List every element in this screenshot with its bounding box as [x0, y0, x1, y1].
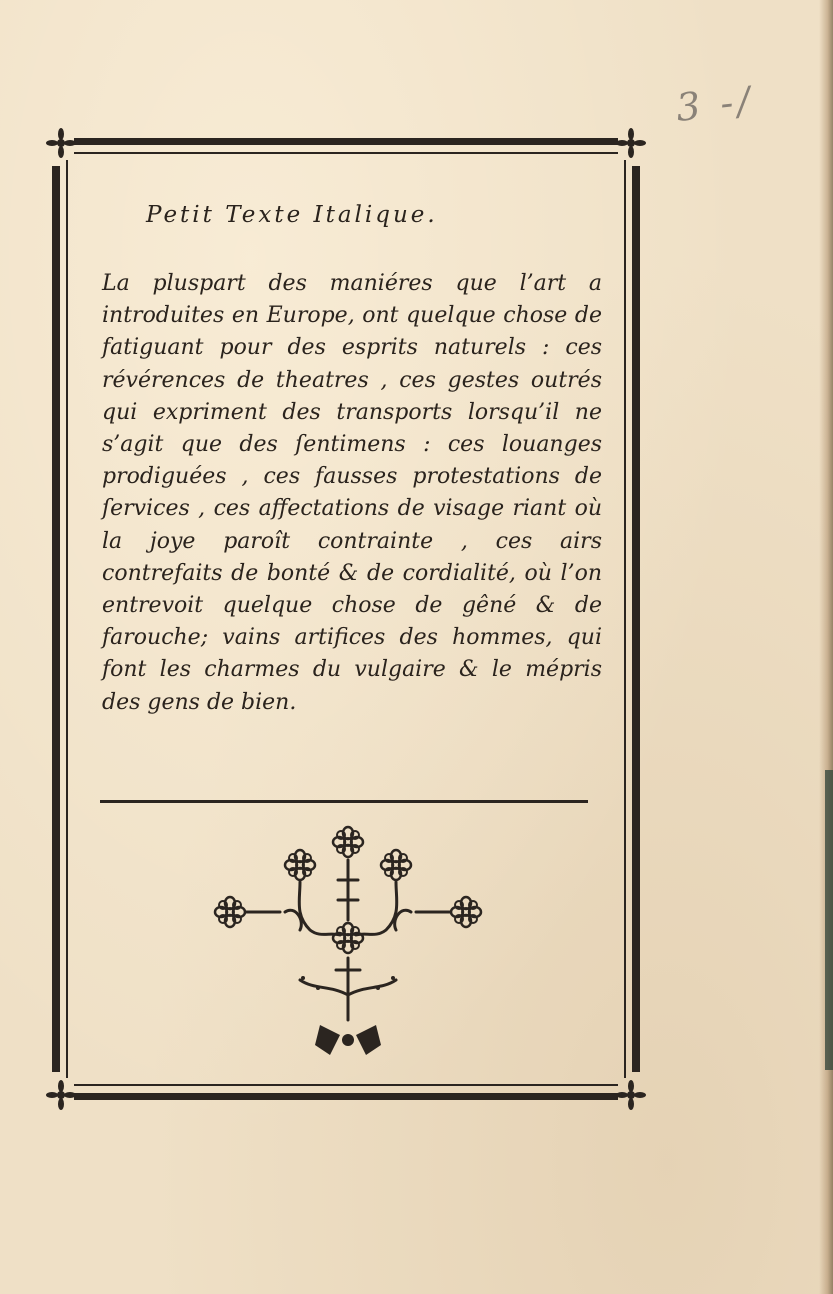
- border-rule-left: [52, 166, 60, 1072]
- page-edge-strip: [825, 770, 833, 1070]
- border-rule-bottom-inner: [74, 1084, 618, 1086]
- fleur-corner-icon: [616, 128, 646, 158]
- border-rule-bottom: [74, 1093, 618, 1100]
- floral-fleuron-icon: [200, 820, 500, 1070]
- border-rule-right-inner: [624, 160, 626, 1078]
- border-rule-top: [74, 138, 618, 145]
- fleur-corner-icon: [616, 1080, 646, 1110]
- fleur-corner-icon: [46, 1080, 76, 1110]
- section-divider: [100, 800, 588, 803]
- border-rule-top-inner: [74, 152, 618, 154]
- page-edge-shadow: [819, 0, 833, 1294]
- page-heading: Petit Texte Italique.: [146, 202, 438, 228]
- fleur-corner-icon: [46, 128, 76, 158]
- body-paragraph: La pluspart des maniéres que l’art a introduites en Europe, ont quelque chose de fatiguant pour des esprits naturels : ces révérences de theatres , ces gestes outrés qui expriment des transports lorsqu’il ne s’agit que des ſentimens : ces louanges prodiguées , ces fausses protestations de ſervices , ces affectations de visage riant où la joye paroît contrainte , ces airs contrefaits de bonté & de cordialité, où l’on entrevoit quelque chose de gêné & de farouche; vains artifices des hommes, qui font les charmes du vulgaire & le mépris des gens de bien.: [102, 271, 602, 715]
- border-rule-left-inner: [66, 160, 68, 1078]
- marginal-note: 3 -/: [673, 78, 756, 130]
- border-rule-right: [632, 166, 640, 1072]
